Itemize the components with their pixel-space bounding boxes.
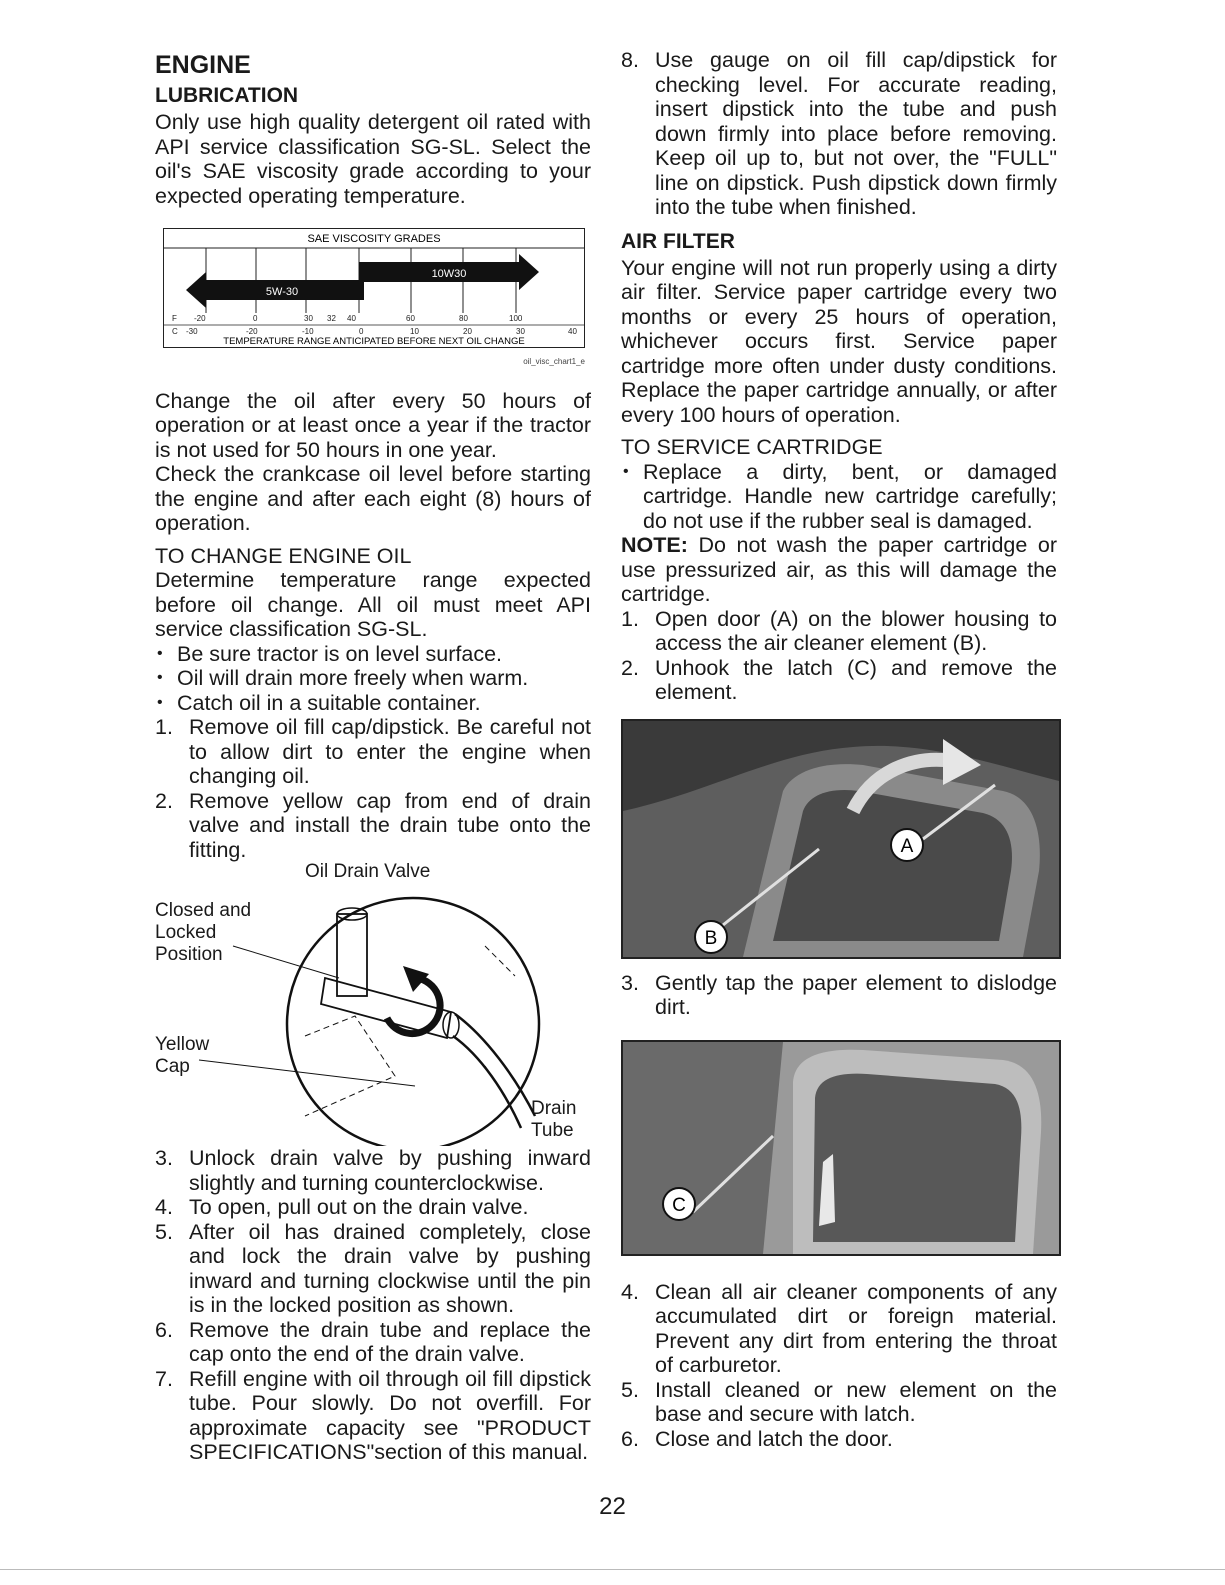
left-column — [155, 48, 591, 1465]
svg-text:40: 40 — [568, 327, 577, 336]
step-item: 6. Close and latch the door. — [621, 1426, 893, 1451]
section-title: ENGINE — [155, 51, 251, 79]
step-item: 5. After oil has drained completely, close and lock the drain valve by pushing inward and turning clockwise until the pin is in the locked position as shown. — [155, 1219, 591, 1317]
svg-text:100: 100 — [509, 314, 523, 323]
bullet-item: • Be sure tractor is on level surface. — [155, 642, 591, 667]
svg-text:60: 60 — [406, 314, 415, 323]
blower-housing-image — [623, 721, 1059, 957]
svg-text:20: 20 — [463, 327, 472, 336]
step-item: 2. Remove yellow cap from end of drain valve and install the drain tube onto the fitting. — [155, 788, 591, 862]
viscosity-chart-graphic — [164, 229, 584, 347]
change-oil-text: Determine temperature range expected before oil change. All oil must meet API service classification SG-SL. — [155, 568, 591, 641]
blower-housing-photo — [621, 719, 1061, 959]
step-item: 7. Refill engine with oil through oil fill dipstick tube. Pour slowly. Do not overfill. For approximate capacity see "PRODUCT SPECIFICATIONS"section of this manual. — [155, 1366, 591, 1464]
bullet-item: • Catch oil in a suitable container. — [155, 691, 591, 716]
svg-text:40: 40 — [347, 314, 356, 323]
step-item: 4. To open, pull out on the drain valve. — [155, 1195, 529, 1219]
viscosity-chart — [163, 228, 585, 348]
service-cartridge-heading: TO SERVICE CARTRIDGE — [621, 435, 883, 459]
drain-valve-drawing — [155, 866, 591, 1146]
svg-text:-20: -20 — [194, 314, 206, 323]
service-steps-b — [621, 1280, 1057, 1452]
svg-text:30: 30 — [516, 327, 525, 336]
latch-photo — [621, 1040, 1061, 1256]
step-item: 4. Clean all air cleaner components of any accumulated dirt or foreign material. Prevent any dirt from entering the throat of carburetor. — [621, 1279, 1057, 1377]
step-item: 1. Open door (A) on the blower housing to access the air cleaner element (B). — [621, 606, 1057, 655]
label-closed-locked: Closed and Locked Position — [155, 900, 252, 965]
svg-text:F: F — [172, 314, 177, 323]
step-item: 6. Remove the drain tube and replace the cap onto the end of the drain valve. — [155, 1317, 591, 1366]
oil-check-text: Check the crankcase oil level before starting the engine and after each eight (8) hours of operation. — [155, 462, 591, 535]
label-drain-tube: Drain Tube — [531, 1098, 577, 1141]
latch-image — [623, 1042, 1059, 1254]
change-oil-steps-b — [155, 1146, 591, 1465]
step-item: 3. Unlock drain valve by pushing inward slightly and turning counterclockwise. — [155, 1146, 591, 1195]
svg-text:-20: -20 — [246, 327, 258, 336]
callout-c: C — [672, 1194, 686, 1216]
svg-text:80: 80 — [459, 314, 468, 323]
air-filter-heading: AIR FILTER — [621, 229, 735, 253]
chart-footer: TEMPERATURE RANGE ANTICIPATED BEFORE NEXT OIL CHANGE — [223, 336, 525, 347]
label-5w30: 5W-30 — [265, 286, 299, 298]
air-filter-text: Your engine will not run properly using a dirty air filter. Service paper cartridge every two months or every 25 hours of operation, whichever occurs first. Service paper cartridge more often under dusty conditions. Replace the paper cartridge annually, or after every 100 hours of operation. — [621, 255, 1057, 427]
step-item: 3. Gently tap the paper element to dislodge dirt. — [621, 970, 1057, 1019]
callout-b: B — [704, 927, 718, 949]
chart-id: oil_visc_chart1_e — [523, 357, 585, 366]
label-10w30: 10W30 — [431, 268, 467, 280]
oil-change-interval: Change the oil after every 50 hours of operation or at least once a year if the tractor is not used for 50 hours in one year. — [155, 388, 591, 462]
change-oil-bullets — [155, 642, 591, 716]
oil-drain-valve-figure — [155, 861, 591, 1146]
service-bullets — [621, 460, 1057, 534]
step-item: 5. Install cleaned or new element on the base and secure with latch. — [621, 1377, 1057, 1426]
right-column — [621, 48, 1057, 1451]
oil-level-step — [621, 48, 1057, 220]
lubrication-heading: LUBRICATION — [155, 84, 299, 107]
svg-text:C: C — [172, 327, 178, 336]
celsius-ticks — [172, 327, 577, 336]
lubrication-intro: Only use high quality detergent oil rated with API service classification SG-SL. Select the oil's SAE viscosity grade according to your expected operating temperature. — [155, 110, 591, 208]
bottom-rule — [0, 1569, 1225, 1570]
svg-text:30: 30 — [304, 314, 313, 323]
drain-figure-caption: Oil Drain Valve — [305, 861, 431, 882]
svg-text:0: 0 — [359, 327, 364, 336]
fahrenheit-ticks — [172, 314, 523, 323]
svg-text:-10: -10 — [302, 327, 314, 336]
svg-text:0: 0 — [253, 314, 258, 323]
label-yellow-cap: Yellow Cap — [155, 1034, 210, 1077]
service-step-3 — [621, 971, 1057, 1020]
note-label: NOTE: — [621, 533, 688, 557]
change-oil-heading: TO CHANGE ENGINE OIL — [155, 543, 412, 568]
service-steps-a — [621, 607, 1057, 705]
callout-a: A — [900, 835, 914, 857]
bullet-item: • Oil will drain more freely when warm. — [155, 666, 591, 691]
svg-text:10: 10 — [410, 327, 419, 336]
step-item: 2. Unhook the latch (C) and remove the element. — [621, 655, 1057, 704]
step-item: 8. Use gauge on oil fill cap/dipstick for checking level. For accurate reading, insert dipstick into the tube and push down firmly into place before removing. Keep oil up to, but not over, the "FULL" line on dipstick. Push dipstick down firmly into the tube when finished. — [621, 48, 1057, 219]
svg-text:-30: -30 — [186, 327, 198, 336]
change-oil-steps-a — [155, 715, 591, 862]
page-number: 22 — [599, 1493, 626, 1520]
note-text: Do not wash the paper cartridge or use pressurized air, as this will damage the cartridge. — [621, 533, 1057, 606]
bullet-item: • Replace a dirty, bent, or damaged cartridge. Handle new cartridge carefully; do not use if the rubber seal is damaged. — [621, 460, 1057, 534]
note-paragraph — [621, 533, 1057, 607]
step-item: 1. Remove oil fill cap/dipstick. Be careful not to allow dirt to enter the engine when changing oil. — [155, 715, 591, 788]
chart-heading: SAE VISCOSITY GRADES — [307, 233, 441, 245]
svg-text:32: 32 — [327, 314, 336, 323]
